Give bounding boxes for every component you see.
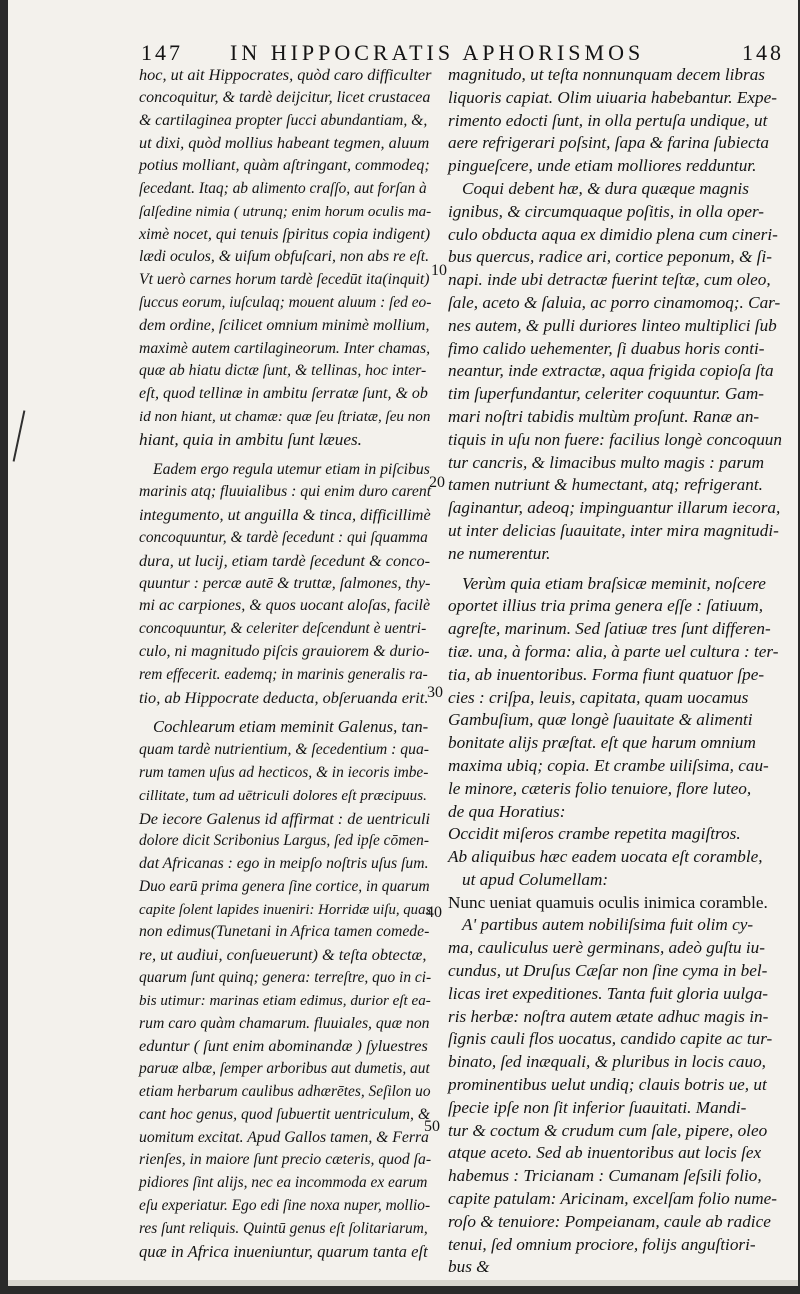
text-line: paruæ albæ, ſemper arboribus aut dumetis, aut: [139, 1060, 430, 1078]
text-line: lædi oculos, & uiſum obfuſcari, non abs re eſt.: [139, 248, 430, 266]
text-line: Ab aliquibus hæc eadem uocata eſt coramble,: [448, 847, 763, 867]
text-line: ris herbæ: noſtra autem ætate adhuc magis in-: [448, 1006, 769, 1026]
margin-number: 40: [426, 904, 442, 921]
text-line: ma, cauliculus uerè germinans, adeò guſtu iu-: [448, 938, 765, 958]
text-line: concoquitur, & tardè deijcitur, licet crustacea: [139, 88, 431, 106]
text-line: dem ordine, ſcilicet omnium minimè mollium,: [139, 316, 430, 334]
text-line: napi. inde ubi detractæ fuerint teſtæ, cum oleo,: [448, 270, 771, 290]
text-line: marinis atq; fluuialibus : qui enim duro carent: [139, 483, 432, 501]
text-line: tur & coctum & crudum cum ſale, pipere, oleo: [448, 1120, 768, 1140]
text-line: concoquuntur, & celeriter deſcendunt è uentri-: [139, 620, 427, 638]
text-line: dura, ut lucij, etiam tardè ſecedunt & conco-: [139, 550, 431, 570]
text-line: Coqui debent hæ, & dura quæque magnis: [462, 178, 749, 198]
text-line: id non hiant, ut chamæ: quæ ſeu ſtriatæ, ſeu non: [139, 408, 431, 425]
text-line: rienſes, in maiore ſunt precio cæteris, quod ſa-: [139, 1151, 432, 1169]
text-line: A' partibus autem nobiliſsima fuit olim cy-: [462, 915, 754, 935]
text-line: re, ut audiui, conſueuerunt) & teſta obtectæ,: [139, 945, 427, 965]
text-line: eduntur ( ſunt enim abominandæ ) ſyluestres: [139, 1036, 428, 1056]
text-line: capite patulam: Aricinam, excelſam folio nume-: [448, 1189, 778, 1209]
text-line: quam tardè nutrientium, & ſecedentium : qua-: [139, 741, 430, 759]
text-line: ſalſedine nimia ( utrunq; enim horum oculis ma-: [139, 203, 432, 220]
folio-left: 147: [141, 40, 183, 65]
text-line: ſecedant. Itaq; ab alimento craſſo, aut forſan à: [139, 179, 427, 197]
text-line: nes autem, & pulli duriores linteo multiplici ſub: [448, 315, 777, 335]
text-line: tur cancris, & limacibus multo magis : parum: [448, 452, 765, 472]
text-line: rem effecerit. eademq; in marinis generalis ra-: [139, 665, 428, 683]
text-line: Eadem ergo regula utemur etiam in piſcibus: [153, 460, 430, 478]
page-edge: [8, 1280, 798, 1286]
text-line: culo obducta aqua ex dimidio plena cum cineri-: [448, 224, 778, 244]
text-line: ut dixi, quòd mollius habeant tegmen, aluum: [139, 133, 430, 153]
text-line: ſignis cauli flos uocatus, candido capite ac tur-: [448, 1029, 773, 1049]
text-line: quuntur : percæ autē & truttæ, ſalmones, thy-: [139, 574, 431, 592]
text-line: liquoris capiat. Olim uiuaria habebantur. Expe-: [448, 87, 777, 107]
text-line: uomitum excitat. Apud Gallos tamen, & Ferra: [139, 1128, 429, 1146]
text-line: ximè nocet, qui tenuis ſpiritus copia indigent): [139, 225, 431, 243]
text-line: neantur, inde extractæ, aqua frigida copioſa ſta: [448, 361, 774, 381]
text-line: eſu experiatur. Ego edi ſine noxa nuper, mollio-: [139, 1197, 431, 1215]
text-line: tenui, ſed omnium prociore, folijs anguſtiori-: [448, 1234, 756, 1254]
text-line: quarum ſunt quinq; genera: terreſtre, quo in ci-: [139, 969, 432, 987]
left-text-column: [139, 64, 431, 1263]
text-line: res ſunt reliquis. Quintū genus eſt ſolitariarum,: [139, 1219, 428, 1237]
text-line: roſo & tenuiore: Pompeianam, caule ab radice: [448, 1211, 771, 1231]
text-line: de qua Horatius:: [448, 801, 566, 821]
text-line: potius molliant, quàm aſtringant, commodeq;: [139, 157, 430, 175]
text-line: etiam herbarum caulibus adhærētes, Seſilon uo: [139, 1083, 431, 1101]
running-title: IN HIPPOCRATIS APHORISMOS: [230, 40, 645, 65]
text-line: dolore dicit Scribonius Largus, ſed ipſe cōmen-: [139, 832, 429, 850]
book-page: [8, 0, 798, 1286]
text-line: tia, ab inuentoribus. Forma fiunt quatuor ſpe-: [448, 664, 765, 684]
text-line: maxima ubiq; copia. Et crambe uiliſsima, cau-: [448, 755, 769, 775]
margin-number: 30: [427, 684, 443, 701]
text-line: cillitate, tum ad uētriculi dolores eſt præcipuus.: [139, 787, 427, 804]
text-line: agreſte, marinum. Sed ſatiuæ tres ſunt differen-: [448, 619, 771, 639]
text-line: maximè autem cartilagineorum. Inter chamas,: [139, 339, 431, 357]
text-line: ut apud Columellam:: [462, 869, 609, 889]
text-line: oportet illius tria prima genera eſſe : ſatiuum,: [448, 596, 764, 616]
text-line: tiæ. una, à forma: alia, à parte uel cultura : ter-: [448, 641, 779, 661]
text-line: mari noſtri tabidis multùm proſunt. Ranæ an-: [448, 406, 760, 426]
text-line: integumento, ut anguilla & tinca, difficillimè: [139, 505, 431, 525]
text-line: tio, ab Hippocrate deducta, obſeruanda erit.: [139, 687, 429, 707]
text-line: & cartilaginea propter ſucci abundantiam, &,: [139, 111, 428, 129]
text-line: tamen nutriunt & humectant, atq; refrigerant.: [448, 475, 763, 495]
text-line: le minore, cæteris folio tenuiore, flore luteo,: [448, 778, 752, 798]
text-line: hoc, ut ait Hippocrates, quòd caro difficulter: [139, 65, 432, 84]
text-line: atque aceto. Sed ab inuentoribus aut locis ſex: [448, 1143, 762, 1163]
text-line: habemus : Tricianam : Cumanam ſeſsili folio,: [448, 1166, 762, 1186]
text-line: quæ in Africa inueniuntur, quarum tanta eſt: [139, 1241, 428, 1261]
margin-number: 20: [429, 474, 445, 491]
text-line: tiquis in uſu non fuere: facilius longè concoquun: [448, 429, 782, 449]
margin-number: 10: [431, 262, 447, 279]
text-line: cundus, ut Druſus Cæſar non ſine cyma in bel-: [448, 961, 768, 981]
text-line: Duo earū prima genera ſine cortice, in quarum: [139, 877, 430, 895]
text-line: Verùm quia etiam braſsicæ meminit, noſcere: [462, 573, 766, 593]
folio-right: 148: [742, 40, 784, 65]
text-line: ſpecie ipſe non ſit inferior ſuauitati. Mandi-: [448, 1097, 747, 1117]
text-line: magnitudo, ut teſta nonnunquam decem libras: [448, 65, 765, 84]
text-line: eſt, quod tellinæ in ambitu ſerratæ ſunt, & ob: [139, 385, 428, 403]
text-line: non edimus(Tunetani in Africa tamen comede-: [139, 923, 430, 941]
text-line: pidiores ſint alijs, nec ea incommoda ex earum: [139, 1174, 428, 1192]
text-line: mi ac carpiones, & quos uocant aloſas, facilè: [139, 597, 431, 615]
margin-number: 50: [424, 1118, 440, 1135]
text-line: binato, ſed inæquali, & pluribus in locis cauo,: [448, 1052, 766, 1072]
text-line: bonitate alijs præſtat. eſt que harum omnium: [448, 733, 756, 753]
text-line: quæ ab hiatu dictæ ſunt, & tellinas, hoc inter-: [139, 362, 427, 380]
text-line: ſaginantur, adeoq; impinguantur illarum iecora,: [448, 498, 781, 518]
text-line: rimento edocti ſunt, in olla pertuſa undique, ut: [448, 110, 768, 130]
text-line: bus quercus, radice ari, cortice peponum, & ſi-: [448, 247, 772, 267]
text-line: rum caro quàm chamarum. fluuiales, quæ non: [139, 1014, 430, 1032]
text-line: bis utimur: marinas etiam edimus, durior eſt ea-: [139, 992, 431, 1009]
text-line: hiant, quia in ambitu ſunt læues.: [139, 429, 362, 449]
text-line: tim ſuperfundantur, celeriter coquuntur. Gam-: [448, 384, 765, 404]
text-line: concoquuntur, & tardè ſecedunt : qui ſquamma: [139, 528, 428, 546]
text-line: Occidit miſeros crambe repetita magiſtros.: [448, 824, 741, 844]
text-line: dat Africanas : ego in meipſo noſtris uſus ſum.: [139, 855, 429, 873]
text-line: Nunc ueniat quamuis oculis inimica coramble.: [448, 892, 768, 912]
text-line: ut inter delicias ſuauitate, inter mira magnitudi-: [448, 520, 779, 540]
text-line: rum tamen uſus ad hecticos, & in iecoris imbe-: [139, 763, 429, 781]
text-line: capite ſolent lapides inueniri: Horridæ uiſu, quas: [139, 901, 432, 918]
text-line: ſuccus eorum, iuſculaq; mouent aluum : ſed eo-: [139, 293, 432, 311]
text-line: pingueſcere, unde etiam molliores redduntur.: [448, 156, 757, 176]
text-line: Vt uerò carnes horum tardè ſecedūt ita(inquit): [139, 271, 430, 289]
text-line: Gambuſium, quæ longè ſuauitate & alimenti: [448, 710, 753, 730]
text-line: ignibus, & circumquaque poſitis, in olla oper-: [448, 201, 765, 221]
text-line: aere refrigerari poſsint, ſapa & farina ſubiecta: [448, 133, 769, 153]
text-line: bus &: [448, 1257, 490, 1277]
right-text-column: [448, 64, 793, 1279]
text-line: De iecore Galenus id affirmat : de uentriculi: [139, 808, 431, 828]
margin-pen-mark: [13, 410, 26, 461]
text-line: ne numerentur.: [448, 543, 551, 563]
text-line: cies : criſpa, leuis, capitata, quam uocamus: [448, 687, 749, 707]
text-line: prominentibus uelut undiq; clauis botris ue, ut: [448, 1075, 767, 1095]
text-line: licas iret expeditiones. Tanta fuit gloria uulga-: [448, 983, 769, 1003]
text-line: ſale, aceto & ſaluia, ac porro cinamomoq;. Car-: [448, 292, 781, 312]
text-line: Cochlearum etiam meminit Galenus, tan-: [153, 717, 429, 737]
text-line: culo, ni magnitudo piſcis grauiorem & durio-: [139, 642, 430, 660]
text-line: fimo calido uehementer, ſi duabus horis conti-: [448, 338, 765, 358]
text-line: cant hoc genus, quod ſubuertit uentriculum, &: [139, 1105, 431, 1123]
